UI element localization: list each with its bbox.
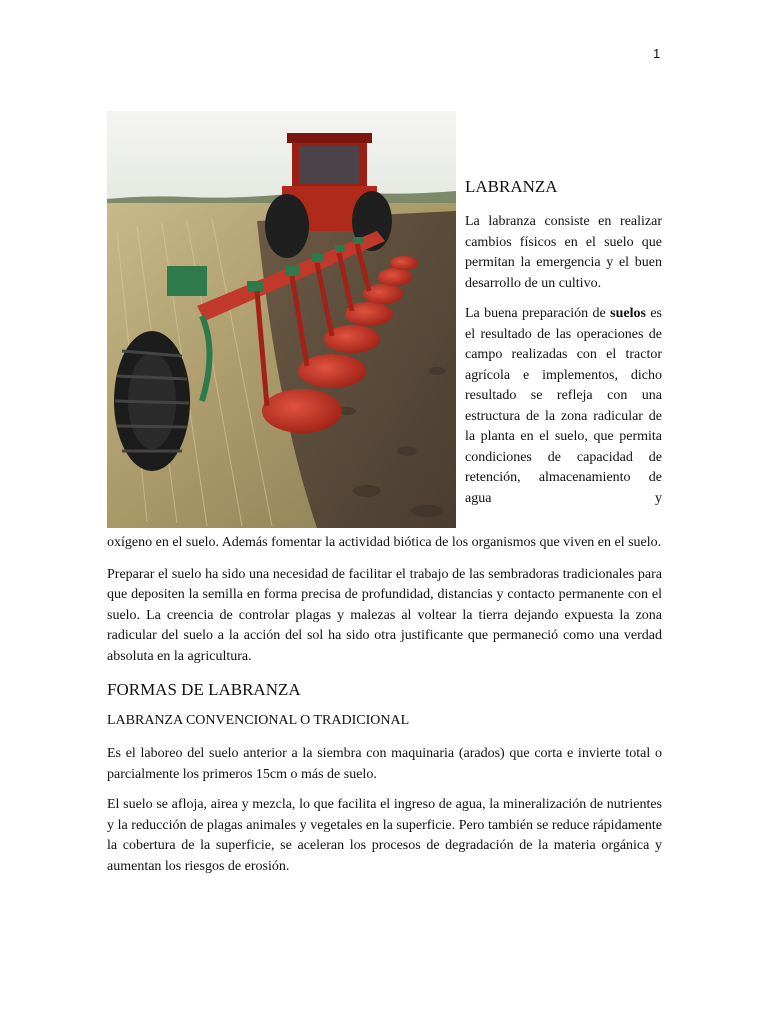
page-number: 1	[653, 46, 661, 61]
prep-paragraph-continuation: oxígeno en el suelo. Además fomentar la actividad biótica de los organismos que viven en el suelo.	[107, 535, 662, 550]
prep-bold-word: suelos	[610, 306, 646, 321]
prep-paragraph-side	[465, 304, 662, 509]
paragraph-sembradoras: Preparar el suelo ha sido una necesidad de facilitar el trabajo de las sembradoras tradicionales para que depositen la semilla en forma precisa de profundidad, distancias y contacto permanente con el suelo. La creencia de controlar plagas y malezas al voltear la tierra dejando expuesta la zona radicular del suelo a la acción del sol ha sido otra justificante que permaneció como una verdad absoluta en la agricultura.	[107, 566, 662, 664]
tractor-plow-photo	[107, 111, 456, 528]
main-text-flow	[107, 533, 662, 887]
section-heading: FORMAS DE LABRANZA	[107, 680, 301, 699]
side-column	[465, 176, 662, 509]
subsection-heading: LABRANZA CONVENCIONAL O TRADICIONAL	[107, 713, 410, 728]
prep-prefix: La buena preparación de	[465, 306, 611, 321]
intro-paragraph: La labranza consiste en realizar cambios físicos en el suelo que permitan la emergencia y el buen desarrollo de un cultivo.	[465, 214, 662, 291]
document-title: LABRANZA	[465, 177, 558, 196]
paragraph-laboreo: Es el laboreo del suelo anterior a la siembra con maquinaria (arados) que corta e invierte total o parcialmente los primeros 15cm o más de suelo.	[107, 746, 662, 782]
prep-side-text: es el resultado de las operaciones de campo realizadas con el tractor agrícola e implementos, dicho resultado se refleja con una estructura de la zona radicular de la planta en el suelo, que permita condiciones de capacidad de retención, almacenamiento de agua y	[465, 306, 662, 506]
paragraph-efectos: El suelo se afloja, airea y mezcla, lo que facilita el ingreso de agua, la mineralización de nutrientes y la reducción de plagas animales y vegetales en la superficie. Pero también se reduce rápidamente la cobertura de la superficie, se aceleran los procesos de degradación de la materia orgánica y aumentan los riesgos de erosión.	[107, 797, 662, 874]
